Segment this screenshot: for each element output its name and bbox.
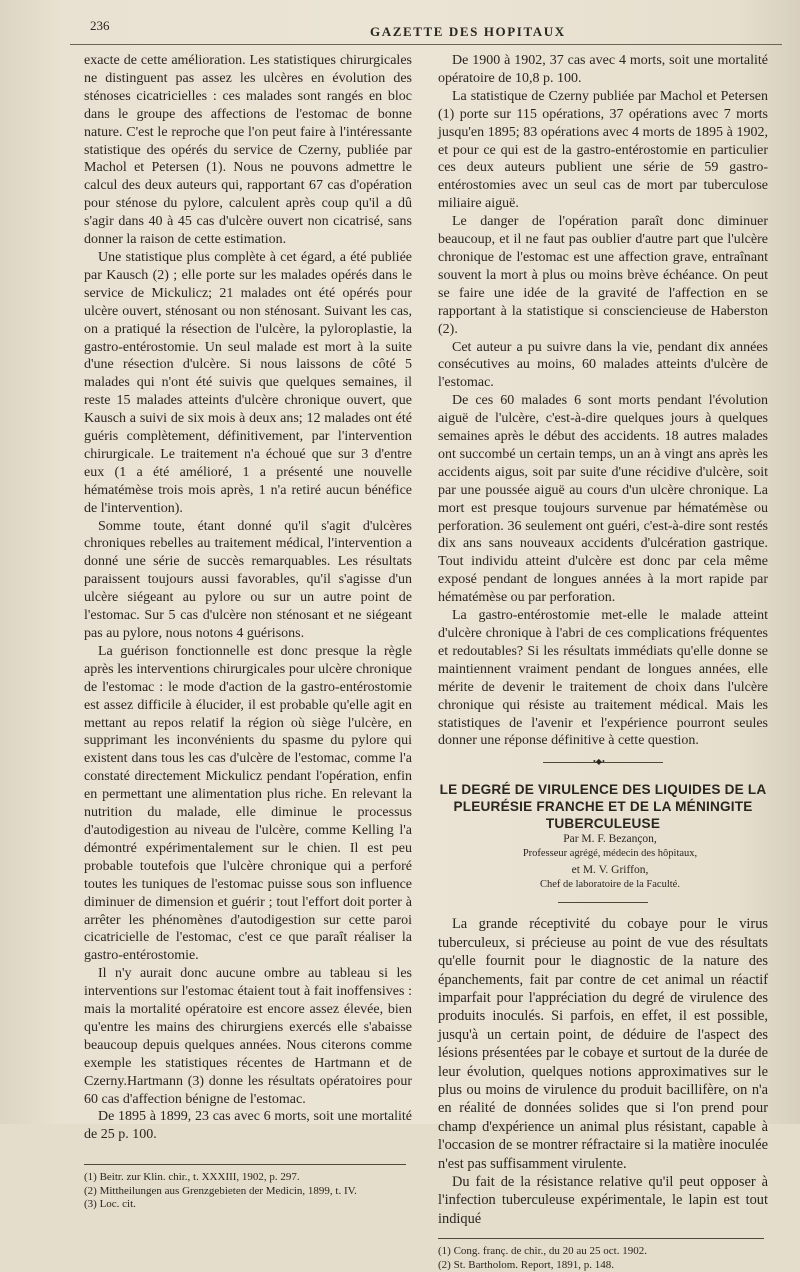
paragraph: De 1895 à 1899, 23 cas avec 6 morts, soit une mortalité de 25 p. 100. [84,1109,412,1143]
paragraph: La statistique de Czerny publiée par Machol et Petersen (1) porte sur 115 opérations, 37 opérations avec 7 morts jusqu'en 1895; 83 opérations avec 4 morts de 1895 à 1902, et pour ce qui est de la gastro-entérostomie en particulier ces deux auteurs publient une série de 59 gastro-entérostomies avec un seul cas de mort par tuberculose miliaire aiguë. [438,88,768,212]
paragraph: De ces 60 malades 6 sont morts pendant l'évolution aiguë de l'ulcère, c'est-à-dire quelques jours à quelques semaines après le début des accidents. 18 autres malades ont succombé un certain temps, un an à vingt ans après les accidents aigus, soit par suite d'une récidive d'ulcère, soit par une poussée aiguë au cours d'un ulcère chronique. La mort est presque toujours survenue par hématémèse ou perforation. 36 seulement ont guéri, c'est-à-dire sont restés dix ans sans nouveaux accidents d'ulcération gastrique. Tout individu atteint d'ulcère est donc par cela même exposé pendant de longues années à la mort rapide par hématémèse ou par perforation. [438,393,768,606]
paragraph: Le danger de l'opération paraît donc diminuer beaucoup, et il ne faut pas oublier d'autre part que l'ulcère chronique de l'estomac est une affection grave, entraînant souvent la mort à plus ou moins brève échéance. On peut se faire une idée de la gravité de l'affection en se rapportant à la statistique si consciencieuse de Haberston (2). [438,214,768,337]
paragraph: Une statistique plus complète à cet égard, a été publiée par Kausch (2) ; elle porte sur les malades opérés dans le service de Mickulicz; 21 malades ont été opérés pour ulcère ouvert, sténosant ou non sténosant. Suivant les cas, on a pratiqué la résection de l'ulcère, la pyloroplastie, la gastro-entérostomie. Un seul malade est mort à la suite d'une résection d'ulcère. Si nous laissons de côté 5 malades qui n'ont été suivis que quelques semaines, il reste 15 malades atteints d'ulcère chronique ouvert, que Kausch a suivi de six mois à deux ans; 12 malades ont été guéris complètement, définitivement, par l'intervention chirurgicale. Le traitement n'a échoué que sur 3 d'entre eux (1 a été amélioré, 1 a présenté une nouvelle hématémèse trois mois après, 1 n'a retiré aucun bénéfice de l'intervention). [84,249,412,516]
footnote: (2) Mittheilungen aus Grenzgebieten der Medicin, 1899, t. IV. [84,1184,357,1197]
paragraph: Cet auteur a pu suivre dans la vie, pendant dix années consécutives au moins, 60 malades atteints d'ulcère de l'estomac. [438,339,768,391]
separator-ornament: •◆• [593,757,605,767]
footnote: (2) St. Bartholom. Report, 1891, p. 148. [438,1258,614,1271]
article-title: LE DEGRÉ DE VIRULENCE DES LIQUIDES DE LA PLEURÉSIE FRANCHE ET DE LA MÉNINGITE TUBERCULEUSE [439,782,767,832]
author-affiliation: Professeur agrégé, médecin des hôpitaux, [522,847,698,859]
article-author: et M. V. Griffon, [571,864,649,877]
paragraph: La grande réceptivité du cobaye pour le virus tuberculeux, si précieuse au point de vue des résultats qu'elle fournit pour le diagnostic de la nature des épanchements, fait par contre de cet animal un réactif imparfait pour l'appréciation du degré de virulence des produits inoculés. Si parfois, en effet, il est possible, jusqu'à un certain point, de déduire de l'aspect des lésions présentées par le cobaye et surtout de la durée de leur évolution, quelques notions approximatives sur le plus ou moins de virulence du produit bacillifère, on n'a en réalité de données solides que si l'on prend pour champ d'expérience un animal plus résistant, capable à l'occasion de se montrer réfractaire si la matière inoculée n'est pas suffisamment virulente. [438,916,768,1172]
paragraph: La guérison fonctionnelle est donc presque la règle après les interventions chirurgicales pour ulcère chronique de l'estomac : le mode d'action de la gastro-entérostomie est assez difficile à élucider, il est probable qu'elle agit en mettant au repos relatif la région où siège l'ulcère, en supprimant les inconvénients du spasme du pylore qui existent dans tous les cas d'ulcère de l'estomac, comme l'a constaté directement Mickulicz pendant l'opération, enfin en permettant une alimentation plus riche. En relevant la nutrition du malade, elle diminue le processus d'autodigestion au niveau de l'ulcère, comme Kelling l'a démontré expérimentalement sur le chien. Il est peu probable toutefois que l'ulcère chronique qui a perforé toutes les tuniques de l'estomac puisse sous son influence diminuer de dimension et guérir ; tout l'effort doit porter à arrêter les phénomènes d'autodigestion sur cette paroi cicatricielle de l'estomac, c'est ce que paraît réaliser la gastro-entérostomie. [84,643,412,964]
paragraph: Du fait de la résistance relative qu'il peut opposer à l'infection tuberculeuse expérimentale, le lapin est tout indiqué [438,1174,768,1227]
article-body [438,915,768,1228]
article-rule [558,902,648,903]
paragraph: Somme toute, étant donné qu'il s'agit d'ulcères chroniques rebelles au traitement médical, l'intervention a donné une série de succès remarquables. Les résultats paraissent toujours aussi favorables, qu'il s'agisse d'un ulcère siégeant au pylore ou sur un autre point de l'estomac. Sur 5 cas d'ulcère non sténosant et ne siégeant pas au pylore, nous notons 4 guérisons. [84,518,412,641]
article-author: Par M. F. Bezançon, [563,833,657,846]
paragraph: Il n'y aurait donc aucune ombre au tableau si les interventions sur l'estomac étaient tout à fait inoffensives : mais la mortalité opératoire est encore assez élevée, bien qu'entre les mains des chirurgiens exercés elle s'abaisse beaucoup depuis quelques années. Nous citerons comme exemple les statistiques récentes de Hartmann et de Czerny.Hartmann (3) donne les résultats opératoires pour 60 cas d'affection bénigne de l'estomac. [84,966,412,1107]
footnote-divider [438,1238,764,1239]
paragraph: exacte de cette amélioration. Les statistiques chirurgicales ne distinguent pas assez les ulcères en évolution des sténoses cicatricielles : ces malades sont rangés en bloc dans le groupe des affections de l'estomac de bonne nature. C'est le reproche que l'on peut faire à l'intéressante statistique des opérés du service de Czerny, publiée par Machol et Petersen (1). Nous ne pouvons admettre le calcul des deux auteurs qui, rapportant 67 cas d'opération pour sténose du pylore, calculent après coup qu'il a dû s'agir dans 40 à 45 cas d'ulcère ouvert non cicatrisé, sans donner la raison de cette estimation. [84,53,412,248]
footnote-divider [84,1164,406,1165]
page-number: 236 [90,18,110,33]
footnote: (1) Beitr. zur Klin. chir., t. XXXIII, 1902, p. 297. [84,1171,300,1184]
paragraph: La gastro-entérostomie met-elle le malade atteint d'ulcère chronique à l'abri de ces complications fréquentes et redoutables? Si les résultats immédiats qu'elle donne se maintiennent vraiment pendant de longues années, elle mérite de devenir le traitement de choix dans l'ulcère chronique qui résiste au traitement médical. Mais les statistiques de l'avenir et l'expérience pourront seules donner une réponse définitive à cette question. [438,608,768,749]
author-affiliation: Chef de laboratoire de la Faculté. [540,878,680,890]
right-column [438,52,768,1272]
footnote: (1) Cong. franç. de chir., du 20 au 25 oct. 1902. [438,1245,647,1258]
page-header [70,14,782,45]
footnotes [438,1245,768,1272]
paragraph: De 1900 à 1902, 37 cas avec 4 morts, soit une mortalité opératoire de 10,8 p. 100. [438,53,768,86]
journal-title: GAZETTE DES HOPITAUX [370,24,566,39]
left-column [84,52,412,1212]
footnote: (3) Loc. cit. [84,1198,136,1211]
footnotes [84,1171,412,1212]
article-separator [543,757,663,767]
